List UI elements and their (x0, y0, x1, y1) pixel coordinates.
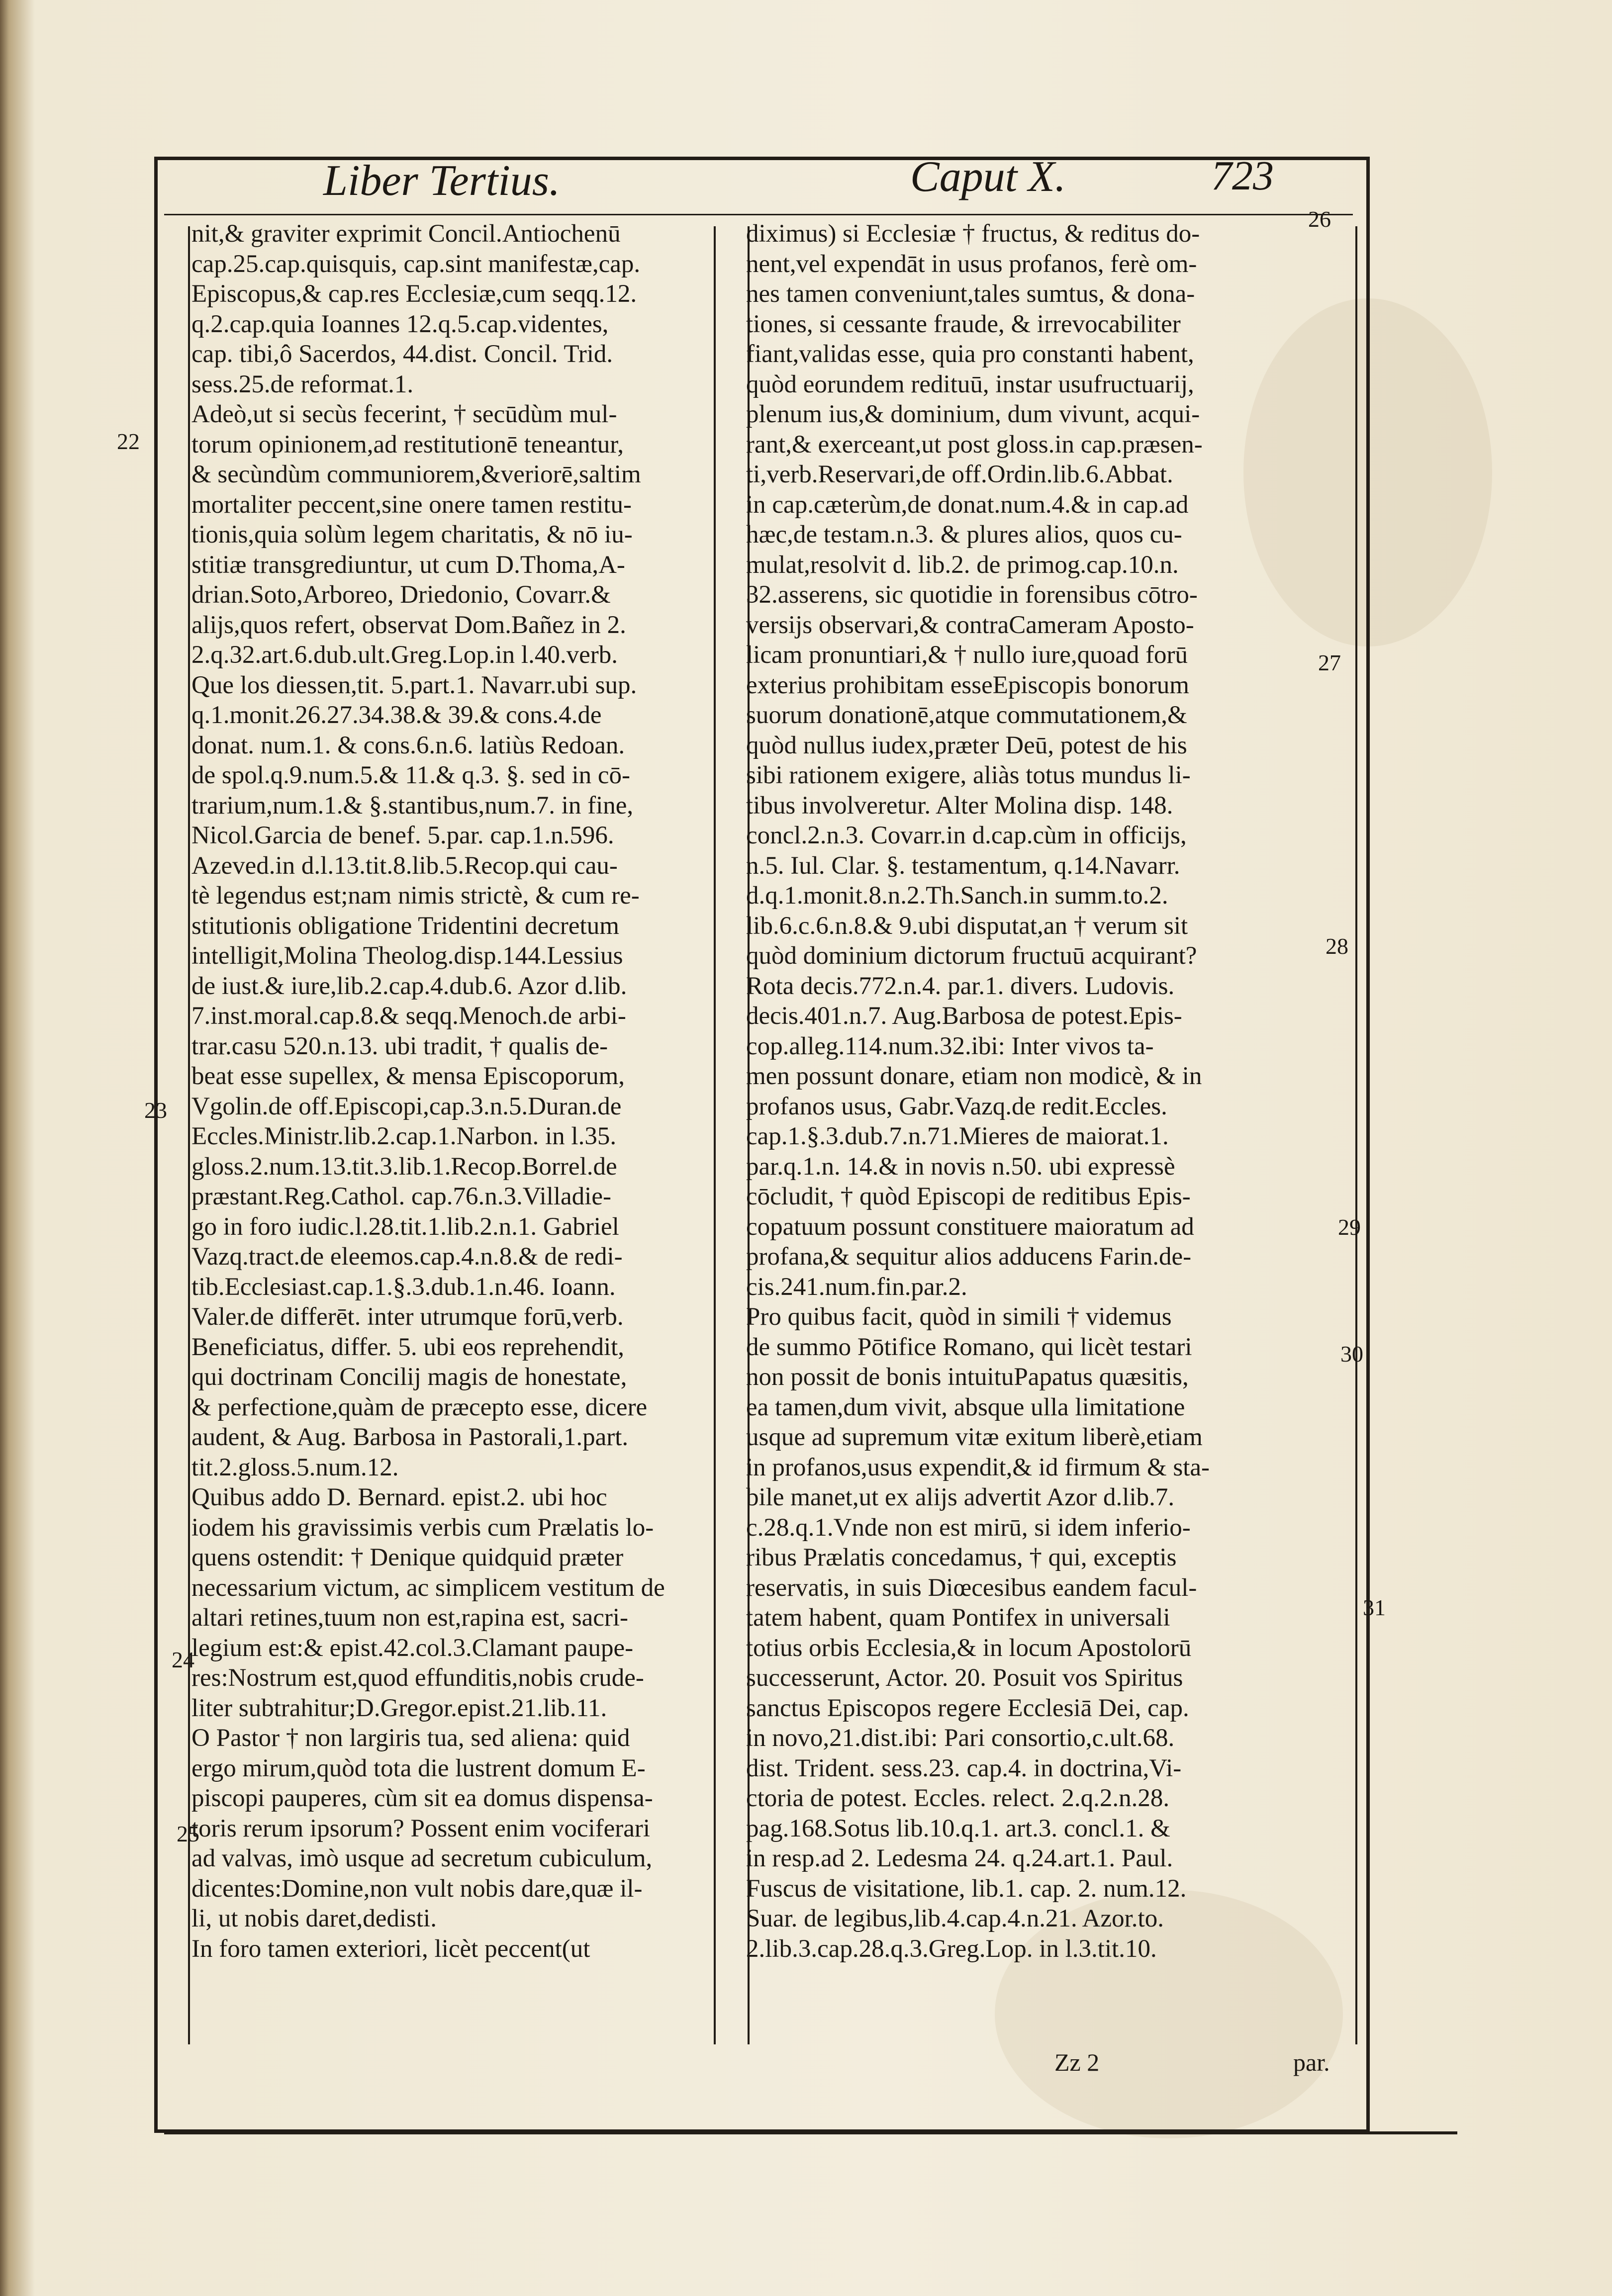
text-line: Episcopus,& cap.res Ecclesiæ,cum seqq.12. (191, 280, 637, 308)
text-line: cōcludit, † quòd Episcopi de reditibus Epis- (746, 1183, 1191, 1210)
text-line: beat esse supellex, & mensa Episcoporum, (191, 1062, 625, 1090)
text-line: tibus involveretur. Alter Molina disp. 148. (746, 791, 1173, 820)
text-line: stitiæ transgrediuntur, ut cum D.Thoma,A- (191, 551, 625, 579)
text-line: in profanos,usus expendit,& id firmum & sta- (746, 1453, 1210, 1481)
text-line: Fuscus de visitatione, lib.1. cap. 2. num.12. (746, 1874, 1187, 1903)
text-line: 32.asserens, sic quotidie in forensibus cōtro- (746, 581, 1198, 609)
text-line: gloss.2.num.13.tit.3.lib.1.Recop.Borrel.de (191, 1152, 617, 1181)
text-line: Eccles.Ministr.lib.2.cap.1.Narbon. in l.35. (191, 1122, 617, 1150)
text-line: cap. tibi,ô Sacerdos, 44.dist. Concil. Trid. (191, 340, 613, 368)
text-line: n.5. Iul. Clar. §. testamentum, q.14.Navarr. (746, 851, 1180, 880)
text-line: ribus Prælatis concedamus, † qui, exceptis (746, 1544, 1177, 1571)
text-line: tè legendus est;nam nimis strictè, & cum re- (191, 882, 640, 910)
text-line: Nicol.Garcia de benef. 5.par. cap.1.n.596. (191, 822, 614, 849)
text-line: copatuum possunt constituere maioratum ad (746, 1212, 1194, 1241)
text-line: trarium,num.1.& §.stantibus,num.7. in fine, (191, 791, 634, 820)
text-line: tionis,quia solùm legem charitatis, & nō iu- (191, 521, 633, 549)
text-line: nit,& graviter exprimit Concil.Antiochenū (191, 220, 621, 248)
text-line: 7.inst.moral.cap.8.& seqq.Menoch.de arbi- (191, 1002, 626, 1030)
text-line: dicentes:Domine,non vult nobis dare,quæ il- (191, 1874, 643, 1903)
text-line: par.q.1.n. 14.& in novis n.50. ubi expressè (746, 1152, 1175, 1181)
text-line: reservatis, in suis Diœcesibus eandem facul- (746, 1573, 1197, 1602)
text-line: præstant.Reg.Cathol. cap.76.n.3.Villadie- (191, 1183, 611, 1210)
text-line: 2.lib.3.cap.28.q.3.Greg.Lop. in l.3.tit.10. (746, 1934, 1157, 1963)
text-line: cop.alleg.114.num.32.ibi: Inter vivos ta- (746, 1032, 1154, 1060)
margin-number: 23 (144, 1098, 167, 1123)
catchword: par. (1293, 2048, 1330, 2076)
left-text-column (191, 219, 719, 1964)
text-line: li, ut nobis daret,dedisti. (191, 1905, 437, 1932)
text-line: cis.241.num.fin.par.2. (746, 1273, 967, 1301)
text-line: quens ostendit: † Denique quidquid præter (191, 1544, 624, 1571)
text-line: iodem his gravissimis verbis cum Prælatis lo- (191, 1513, 654, 1542)
text-line: successerunt, Actor. 20. Posuit vos Spiritus (746, 1664, 1183, 1692)
text-line: pag.168.Sotus lib.10.q.1. art.3. concl.1. & (746, 1814, 1170, 1842)
text-line: drian.Soto,Arboreo, Driedonio, Covarr.& (191, 581, 611, 609)
signature-mark: Zz 2 (1054, 2048, 1100, 2076)
text-line: quòd eorundem redituū, instar usufructuarij, (746, 370, 1194, 398)
text-line: torum opinionem,ad restitutionē teneantur, (191, 430, 624, 459)
text-line: d.q.1.monit.8.n.2.Th.Sanch.in summ.to.2. (746, 882, 1168, 910)
text-line: ctoria de potest. Eccles. relect. 2.q.2.n.28. (746, 1784, 1170, 1812)
text-line: Valer.de differēt. inter utrumque forū,verb. (191, 1303, 624, 1331)
text-line: Suar. de legibus,lib.4.cap.4.n.21. Azor.to. (746, 1905, 1164, 1932)
text-line: Vgolin.de off.Episcopi,cap.3.n.5.Duran.de (191, 1092, 622, 1120)
text-line: bile manet,ut ex alijs advertit Azor d.lib.7. (746, 1483, 1175, 1511)
text-line: tiones, si cessante fraude, & irrevocabiliter (746, 310, 1181, 338)
text-line: rant,& exerceant,ut post gloss.in cap.præsen- (746, 430, 1203, 459)
margin-number: 29 (1338, 1214, 1361, 1240)
text-line: Pro quibus facit, quòd in simili † videmus (746, 1303, 1172, 1331)
text-line: Vazq.tract.de eleemos.cap.4.n.8.& de redi- (191, 1243, 623, 1271)
text-line: in cap.cæterùm,de donat.num.4.& in cap.ad (746, 490, 1189, 519)
text-line: tatem habent, quam Pontifex in universali (746, 1604, 1170, 1632)
text-line: liter subtrahitur;D.Gregor.epist.21.lib.11. (191, 1694, 607, 1722)
text-line: hæc,de testam.n.3. & plures alios, quos cu- (746, 521, 1182, 549)
text-line: profana,& sequitur alios adducens Farin.de- (746, 1243, 1192, 1271)
text-line: stitutionis obligatione Tridentini decretum (191, 912, 619, 940)
margin-number: 27 (1318, 650, 1341, 675)
text-line: de summo Pōtifice Romano, qui licèt testari (746, 1333, 1192, 1361)
text-line: sess.25.de reformat.1. (191, 370, 414, 398)
margin-number: 24 (172, 1647, 194, 1672)
text-line: legium est:& epist.42.col.3.Clamant paupe- (191, 1634, 634, 1662)
text-line: intelligit,Molina Theolog.disp.144.Lessius (191, 942, 623, 970)
text-line: qui doctrinam Concilij magis de honestate, (191, 1363, 627, 1391)
text-line: suorum donationē,atque commutationem,& (746, 701, 1187, 729)
text-line: tit.2.gloss.5.num.12. (191, 1453, 399, 1481)
text-line: concl.2.n.3. Covarr.in d.cap.cùm in officijs, (746, 822, 1187, 849)
text-line: mulat,resolvit d. lib.2. de primog.cap.10.n. (746, 551, 1179, 579)
column-rule (188, 226, 190, 2044)
text-line: nes tamen conveniunt,tales sumtus, & dona- (746, 280, 1195, 308)
text-line: quòd nullus iudex,præter Deū, potest de his (746, 731, 1187, 759)
text-line: fiant,validas esse, quia pro constanti habent, (746, 340, 1194, 368)
text-line: tib.Ecclesiast.cap.1.§.3.dub.1.n.46. Ioann. (191, 1273, 616, 1301)
text-line: profanos usus, Gabr.Vazq.de redit.Eccles. (746, 1092, 1167, 1120)
text-line: q.1.monit.26.27.34.38.& 39.& cons.4.de (191, 701, 602, 729)
text-line: alijs,quos refert, observat Dom.Bañez in 2. (191, 611, 626, 639)
page-number: 723 (1211, 153, 1274, 199)
text-line: res:Nostrum est,quod effunditis,nobis crude- (191, 1664, 644, 1692)
text-line: Quibus addo D. Bernard. epist.2. ubi hoc (191, 1483, 607, 1511)
text-line: altari retines,tuum non est,rapina est, sacri- (191, 1604, 629, 1632)
running-head-right: Caput X. (910, 153, 1066, 201)
text-line: ergo mirum,quòd tota die lustrent domum E- (191, 1754, 646, 1782)
text-line: exterius prohibitam esseEpiscopis bonorum (746, 671, 1189, 699)
margin-number: 30 (1340, 1341, 1363, 1367)
text-line: cap.25.cap.quisquis, cap.sint manifestæ,cap. (191, 250, 641, 278)
text-line: In foro tamen exteriori, licèt peccent(ut (191, 1934, 590, 1963)
bottom-rule (164, 2131, 1457, 2134)
text-line: audent, & Aug. Barbosa in Pastorali,1.part. (191, 1423, 629, 1451)
text-line: men possunt donare, etiam non modicè, & in (746, 1062, 1202, 1090)
right-text-column (746, 219, 1358, 1964)
text-line: versijs observari,& contraCameram Aposto- (746, 611, 1194, 639)
text-line: O Pastor † non largiris tua, sed aliena: quid (191, 1724, 630, 1752)
text-line: in novo,21.dist.ibi: Pari consortio,c.ult.68. (746, 1724, 1175, 1752)
text-line: q.2.cap.quia Ioannes 12.q.5.cap.videntes, (191, 310, 609, 338)
text-line: totius orbis Ecclesia,& in locum Apostolorū (746, 1634, 1192, 1662)
text-line: & secùndùm communiorem,&veriorē,saltim (191, 460, 641, 488)
text-line: dist. Trident. sess.23. cap.4. in doctrina,Vi- (746, 1754, 1182, 1782)
text-line: Adeò,ut si secùs fecerint, † secūdùm mul- (191, 400, 617, 428)
margin-number: 28 (1326, 933, 1348, 959)
text-line: piscopi pauperes, cùm sit ea domus dispensa- (191, 1784, 653, 1812)
margin-number: 22 (117, 429, 140, 454)
text-line: non possit de bonis intuituPapatus quæsitis, (746, 1363, 1189, 1391)
text-line: decis.401.n.7. Aug.Barbosa de potest.Epis- (746, 1002, 1182, 1030)
text-line: c.28.q.1.Vnde non est mirū, si idem inferio- (746, 1513, 1191, 1542)
text-line: sanctus Episcopos regere Ecclesiā Dei, cap. (746, 1694, 1189, 1722)
text-line: Azeved.in d.l.13.tit.8.lib.5.Recop.qui cau- (191, 851, 618, 880)
text-line: lib.6.c.6.n.8.& 9.ubi disputat,an † verum sit (746, 912, 1188, 940)
running-head-left: Liber Tertius. (323, 157, 561, 205)
margin-number: 26 (1308, 206, 1331, 232)
text-line: plenum ius,& dominium, dum vivunt, acqui- (746, 400, 1200, 428)
text-line: usque ad supremum vitæ exitum liberè,etiam (746, 1423, 1203, 1451)
text-line: sibi rationem exigere, aliàs totus mundus li- (746, 761, 1191, 789)
text-line: 2.q.32.art.6.dub.ult.Greg.Lop.in l.40.verb. (191, 641, 618, 669)
text-line: de spol.q.9.num.5.& 11.& q.3. §. sed in cō- (191, 761, 631, 789)
text-line: licam pronuntiari,& † nullo iure,quoad forū (746, 641, 1188, 669)
text-line: Beneficiatus, differ. 5. ubi eos reprehendit, (191, 1333, 625, 1361)
text-line: go in foro iudic.l.28.tit.1.lib.2.n.1. Gabriel (191, 1212, 619, 1241)
text-line: Rota decis.772.n.4. par.1. divers. Ludovis. (746, 972, 1175, 1000)
text-line: necessarium victum, ac simplicem vestitum de (191, 1573, 665, 1602)
text-line: mortaliter peccent,sine onere tamen restitu- (191, 490, 632, 519)
text-line: cap.1.§.3.dub.7.n.71.Mieres de maiorat.1. (746, 1122, 1169, 1150)
text-line: toris rerum ipsorum? Possent enim vociferari (191, 1814, 651, 1842)
text-line: donat. num.1. & cons.6.n.6. latiùs Redoan. (191, 731, 625, 759)
text-line: de iust.& iure,lib.2.cap.4.dub.6. Azor d.lib. (191, 972, 627, 1000)
text-line: Que los diessen,tit. 5.part.1. Navarr.ubi sup. (191, 671, 637, 699)
margin-number: 25 (177, 1821, 199, 1846)
text-line: ti,verb.Reservari,de off.Ordin.lib.6.Abbat. (746, 460, 1173, 488)
text-line: diximus) si Ecclesiæ † fructus, & reditus do- (746, 220, 1200, 248)
margin-number: 31 (1363, 1595, 1386, 1620)
text-line: & perfectione,quàm de præcepto esse, dicere (191, 1393, 648, 1421)
text-line: quòd dominium dictorum fructuū acquirant? (746, 942, 1197, 970)
text-line: ea tamen,dum vivit, absque ulla limitatione (746, 1393, 1185, 1421)
text-line: ad valvas, imò usque ad secretum cubiculum, (191, 1844, 653, 1872)
text-line: trar.casu 520.n.13. ubi tradit, † qualis de- (191, 1032, 608, 1060)
text-line: nent,vel expendāt in usus profanos, ferè om- (746, 250, 1197, 278)
text-line: in resp.ad 2. Ledesma 24. q.24.art.1. Paul. (746, 1844, 1173, 1872)
